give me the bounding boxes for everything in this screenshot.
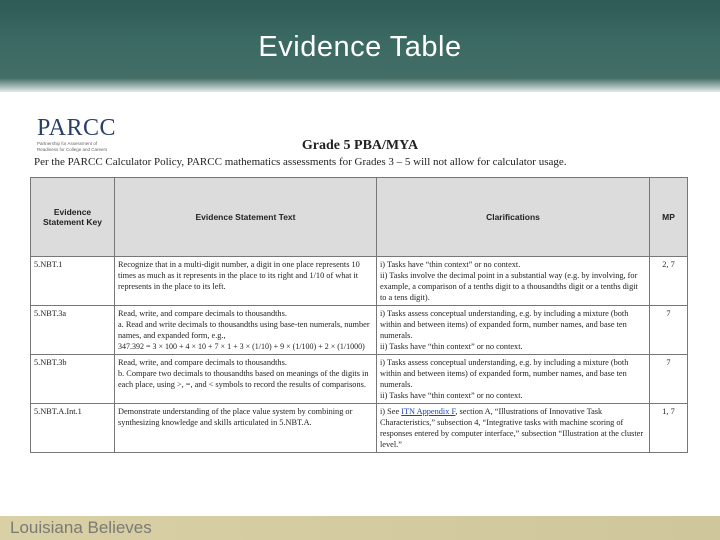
- document-image: [30, 114, 690, 449]
- document-title: Grade 5 PBA/MYA: [301, 138, 419, 153]
- cell-key: 5.NBT.A.Int.1: [31, 404, 115, 453]
- evidence-main: Read, write, and compare decimals to thousandths.: [118, 358, 287, 367]
- slide-header: [0, 0, 720, 92]
- header-key: Evidence Statement Key: [31, 178, 115, 257]
- table-row: [31, 404, 688, 453]
- cell-mp: 2, 7: [650, 257, 688, 306]
- evidence-sub: b. Compare two decimals to thousandths based on meanings of the digits in each place, using >, =, and < symbols to record the results of comparisons.: [118, 369, 369, 389]
- cell-key: 5.NBT.3a: [31, 306, 115, 355]
- header-clarifications: Clarifications: [377, 178, 650, 257]
- calculator-policy: Per the PARCC Calculator Policy, PARCC mathematics assessments for Grades 3 – 5 will not allow for calculator usage.: [34, 156, 567, 168]
- expanded-form-formula: 347.392 = 3 × 100 + 4 × 10 + 7 × 1 + 3 × (1/10) + 9 × (1/100) + 2 × (1/1000): [118, 342, 365, 351]
- header-text: Evidence Statement Text: [115, 178, 377, 257]
- clarification-item: i) Tasks assess conceptual understanding, e.g. by including a mixture (both within and between items) of expanded form, number names, and base ten numerals.: [380, 309, 629, 340]
- clarification-item: ii) Tasks have “thin context” or no context.: [380, 391, 523, 400]
- footer-bar: [0, 516, 720, 540]
- cell-text: [115, 306, 377, 355]
- logo-subtext-line: Readiness for College and Careers: [37, 146, 108, 152]
- cell-text: Demonstrate understanding of the place value system by combining or synthesizing knowledge and skills articulated in 5.NBT.A.: [115, 404, 377, 453]
- cell-mp: 7: [650, 355, 688, 404]
- header-mp: MP: [650, 178, 688, 257]
- table-row: [31, 257, 688, 306]
- evidence-sub: a. Read and write decimals to thousandths using base-ten numerals, number names, and expanded form, e.g.,: [118, 320, 370, 340]
- cell-text: Recognize that in a multi-digit number, a digit in one place represents 10 times as much as it represents in the place to its right and 1/10 of what it represents in the place to its left.: [115, 257, 377, 306]
- logo-text: PARCC: [37, 115, 116, 141]
- itn-appendix-link[interactable]: ITN Appendix F: [401, 407, 456, 416]
- table-row: [31, 306, 688, 355]
- clarification-item: ii) Tasks involve the decimal point in a substantial way (e.g. by involving, for example, a comparison of a tenths digit to a thousandths digit or a tenths digit to a tens digit).: [380, 271, 638, 302]
- slide-title: Evidence Table: [258, 31, 462, 63]
- clarification-item: ii) Tasks have “thin context” or no context.: [380, 342, 523, 351]
- cell-clarifications: [377, 257, 650, 306]
- logo-subtext-line: Partnership for Assessment of: [37, 141, 98, 146]
- cell-clarifications: [377, 355, 650, 404]
- table-row: [31, 355, 688, 404]
- evidence-main: Read, write, and compare decimals to thousandths.: [118, 309, 287, 318]
- evidence-table: [30, 177, 688, 453]
- cell-clarifications: [377, 306, 650, 355]
- clarification-suffix: , section A, “Illustrations of Innovative Task Characteristics,” subsection 4, “Integrative tasks with machine scoring of responses entered by computer interface,” subsection “Illustration at the cluster level.”: [380, 407, 644, 449]
- cell-mp: 7: [650, 306, 688, 355]
- cell-key: 5.NBT.1: [31, 257, 115, 306]
- clarification-item: i) Tasks have “thin context” or no context.: [380, 260, 521, 269]
- clarification-prefix: i) See: [380, 407, 402, 416]
- cell-text: [115, 355, 377, 404]
- cell-clarifications: [377, 404, 650, 453]
- cell-mp: 1, 7: [650, 404, 688, 453]
- footer-brand: Louisiana Believes: [10, 518, 152, 537]
- table-header-row: [31, 178, 688, 257]
- clarification-item: i) Tasks assess conceptual understanding, e.g. by including a mixture (both within and between items) of expanded form, number names, and base ten numerals.: [380, 358, 629, 389]
- cell-key: 5.NBT.3b: [31, 355, 115, 404]
